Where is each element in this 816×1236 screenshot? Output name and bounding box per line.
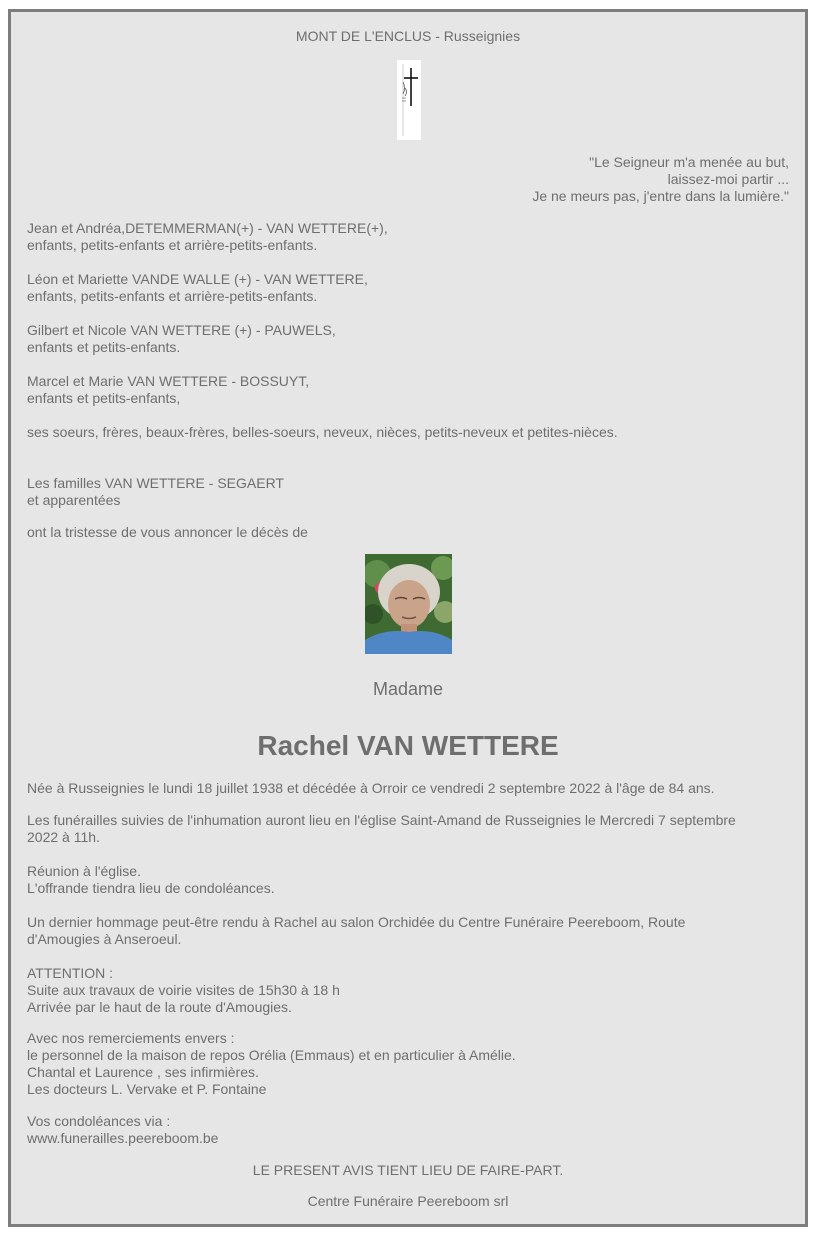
attention-line-2: Arrivée par le haut de la route d'Amougies. bbox=[27, 999, 292, 1015]
announcement: ont la tristesse de vous annoncer le décès de bbox=[27, 524, 308, 540]
quote-line-2: laissez-moi partir ... bbox=[667, 171, 789, 187]
families-line-1: Les familles VAN WETTERE - SEGAERT bbox=[27, 475, 284, 491]
quote-line-1: "Le Seigneur m'a menée au but, bbox=[589, 154, 789, 170]
reunion-line-2: L'offrande tiendra lieu de condoléances. bbox=[27, 880, 275, 896]
deceased-photo bbox=[365, 554, 452, 654]
reunion-line-1: Réunion à l'église. bbox=[27, 863, 141, 879]
siblings-line: ses soeurs, frères, beaux-frères, belles-soeurs, neveux, nièces, petits-neveux et petites-nièces. bbox=[27, 424, 618, 440]
family-3-descendants: enfants et petits-enfants. bbox=[27, 339, 181, 355]
thanks-line-3: Les docteurs L. Vervake et P. Fontaine bbox=[27, 1081, 267, 1097]
obituary-card bbox=[8, 9, 808, 1227]
family-2-descendants: enfants, petits-enfants et arrière-petits-enfants. bbox=[27, 288, 318, 304]
family-4-names: Marcel et Marie VAN WETTERE - BOSSUYT, bbox=[27, 373, 310, 389]
notice-line: LE PRESENT AVIS TIENT LIEU DE FAIRE-PART. bbox=[252, 1162, 564, 1178]
family-4-descendants: enfants et petits-enfants, bbox=[27, 390, 181, 406]
header-location: MONT DE L'ENCLUS - Russeignies bbox=[295, 28, 521, 44]
family-1-descendants: enfants, petits-enfants et arrière-petits-enfants. bbox=[27, 237, 318, 253]
cross-icon bbox=[397, 60, 421, 140]
family-1-names: Jean et Andréa,DETEMMERMAN(+) - VAN WETTERE(+), bbox=[27, 220, 388, 236]
birth-death-line: Née à Russeignies le lundi 18 juillet 1938 et décédée à Orroir ce vendredi 2 septembre 2022 à l'âge de 84 ans. bbox=[27, 780, 715, 796]
tribute-line-2: d'Amougies à Anseroeul. bbox=[27, 931, 182, 947]
attention-heading: ATTENTION : bbox=[27, 965, 114, 981]
families-line-2: et apparentées bbox=[27, 492, 121, 508]
company-line: Centre Funéraire Peereboom srl bbox=[307, 1193, 509, 1209]
quote-line-3: Je ne meurs pas, j'entre dans la lumière." bbox=[532, 188, 789, 204]
thanks-heading: Avec nos remerciements envers : bbox=[27, 1030, 235, 1046]
family-3-names: Gilbert et Nicole VAN WETTERE (+) - PAUWELS, bbox=[27, 322, 336, 338]
thanks-line-2: Chantal et Laurence , ses infirmières. bbox=[27, 1064, 259, 1080]
funeral-line-2: 2022 à 11h. bbox=[27, 829, 100, 845]
condolences-heading: Vos condoléances via : bbox=[27, 1113, 171, 1129]
family-2-names: Léon et Mariette VANDE WALLE (+) - VAN WETTERE, bbox=[27, 271, 368, 287]
deceased-name: Rachel VAN WETTERE bbox=[257, 730, 559, 761]
funeral-line-1: Les funérailles suivies de l'inhumation auront lieu en l'église Saint-Amand de Russeignies le Mercredi 7 septembre bbox=[27, 812, 736, 828]
attention-line-1: Suite aux travaux de voirie visites de 15h30 à 18 h bbox=[27, 982, 340, 998]
deceased-title: Madame bbox=[372, 679, 444, 699]
tribute-line-1: Un dernier hommage peut-être rendu à Rachel au salon Orchidée du Centre Funéraire Peereboom, Route bbox=[27, 914, 686, 930]
condolences-website: www.funerailles.peereboom.be bbox=[27, 1130, 219, 1146]
thanks-line-1: le personnel de la maison de repos Orélia (Emmaus) et en particulier à Amélie. bbox=[27, 1047, 516, 1063]
